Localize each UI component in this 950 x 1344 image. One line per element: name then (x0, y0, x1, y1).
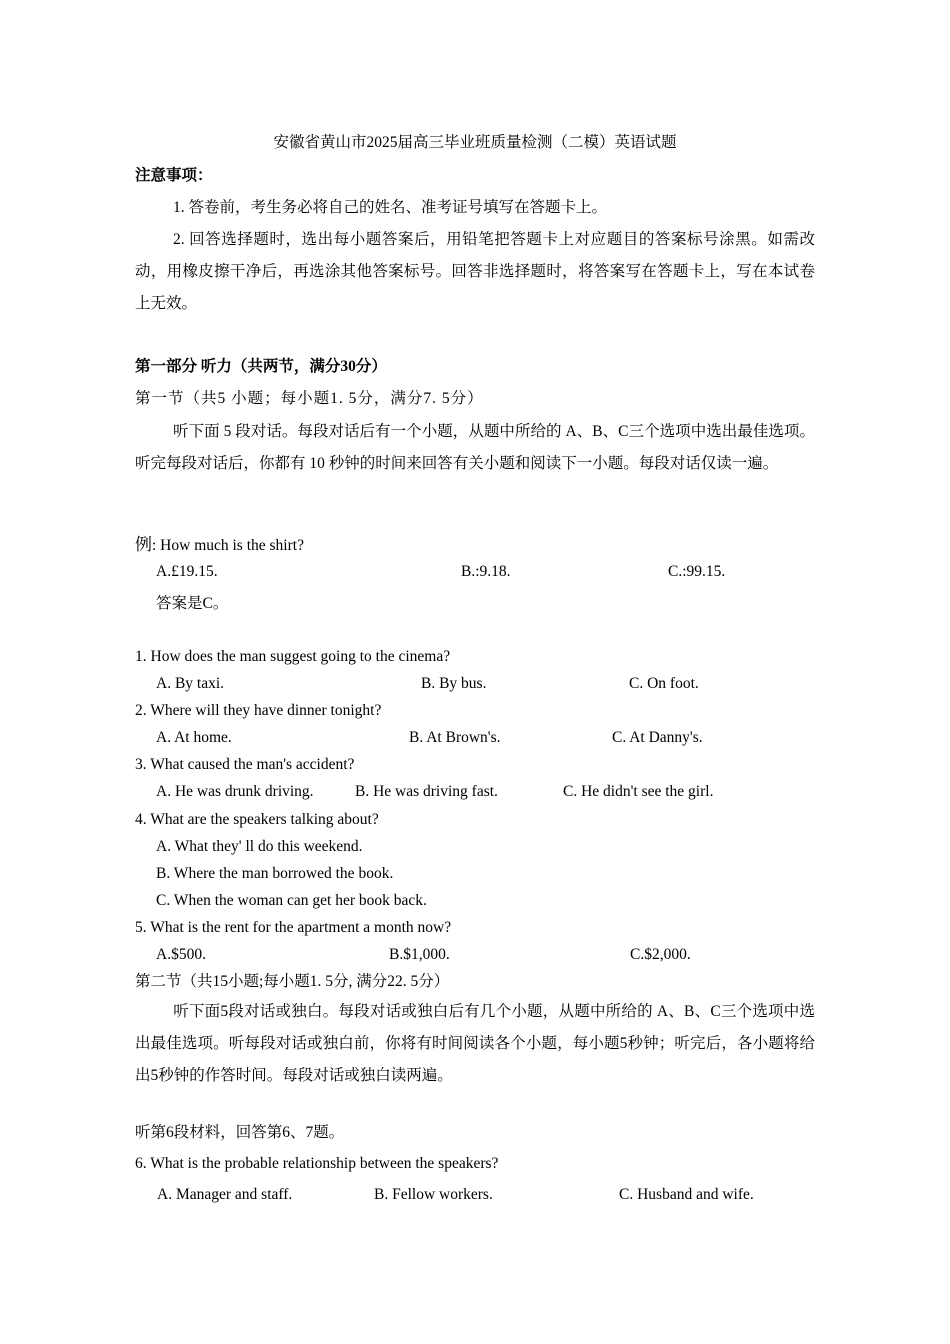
question-2: 2. Where will they have dinner tonight? (135, 702, 382, 719)
q5-option-b: B.$1,000. (389, 946, 450, 963)
question-5: 5. What is the rent for the apartment a month now? (135, 919, 452, 936)
q3-option-b: B. He was driving fast. (355, 783, 498, 800)
q6-option-a: A. Manager and staff. (157, 1186, 293, 1203)
notice-item-2-text: 2. 回答选择题时，选出每小题答案后，用铅笔把答题卡上对应题目的答案标号涂黑。如需改动，用橡皮擦干净后，再选涂其他答案标号。回答非选择题时，将答案写在答题卡上，写在本试卷上无效。 (135, 231, 815, 312)
q5-option-a: A.$500. (156, 946, 206, 963)
q6-option-c: C. Husband and wife. (619, 1186, 754, 1203)
q2-option-a: A. At home. (156, 729, 232, 746)
notice-item-1: 1. 答卷前，考生务必将自己的姓名、准考证号填写在答题卡上。 (173, 199, 608, 216)
example-option-c: C.:99.15. (668, 563, 726, 580)
section1-instructions-text: 听下面 5 段对话。每段对话后有一个小题，从题中所给的 A、B、C三个选项中选出最佳选项。听完每段对话后，你都有 10 秒钟的时间来回答有关小题和阅读下一小题。每段对话仅读一遍。 (135, 423, 815, 472)
part1-heading: 第一部分 听力（共两节，满分30分） (135, 358, 387, 375)
question-4: 4. What are the speakers talking about? (135, 811, 379, 828)
q2-option-c: C. At Danny's. (612, 729, 703, 746)
section1-heading: 第一节（共5 小题；每小题1. 5分，满分7. 5分） (135, 390, 484, 407)
example-question-text: : How much is the shirt? (152, 537, 304, 554)
section2-instructions (135, 996, 815, 1092)
q4-option-c: C. When the woman can get her book back. (156, 892, 427, 909)
example-question (135, 535, 304, 556)
notice-item-2 (135, 224, 815, 320)
material-6-note: 听第6段材料，回答第6、7题。 (135, 1124, 345, 1141)
section1-instructions (135, 416, 815, 480)
q6-option-b: B. Fellow workers. (374, 1186, 493, 1203)
q1-option-c: C. On foot. (629, 675, 699, 692)
question-6: 6. What is the probable relationship between the speakers? (135, 1155, 499, 1172)
question-3: 3. What caused the man's accident? (135, 756, 355, 773)
q4-option-b: B. Where the man borrowed the book. (156, 865, 394, 882)
q4-option-a: A. What they' ll do this weekend. (156, 838, 363, 855)
q1-option-a: A. By taxi. (156, 675, 225, 692)
q1-option-b: B. By bus. (421, 675, 487, 692)
example-answer: 答案是C。 (156, 595, 229, 612)
page-title: 安徽省黄山市2025届高三毕业班质量检测（二模）英语试题 (273, 134, 677, 151)
q2-option-b: B. At Brown's. (409, 729, 501, 746)
notice-heading: 注意事项： (135, 167, 213, 184)
q3-option-c: C. He didn't see the girl. (563, 783, 714, 800)
example-label: 例 (135, 535, 152, 554)
section2-heading: 第二节（共15小题;每小题1. 5分, 满分22. 5分） (135, 973, 450, 990)
example-option-b: B.:9.18. (461, 563, 511, 580)
example-option-a: A.£19.15. (156, 563, 218, 580)
question-1: 1. How does the man suggest going to the cinema? (135, 648, 451, 665)
section2-instructions-text: 听下面5段对话或独白。每段对话或独白后有几个小题，从题中所给的 A、B、C三个选项中选出最佳选项。听每段对话或独白前，你将有时间阅读各个小题，每小题5秒钟；听完后，各小题将给出5秒钟的作答时间。每段对话或独白读两遍。 (135, 1003, 815, 1084)
q3-option-a: A. He was drunk driving. (156, 783, 314, 800)
q5-option-c: C.$2,000. (630, 946, 691, 963)
